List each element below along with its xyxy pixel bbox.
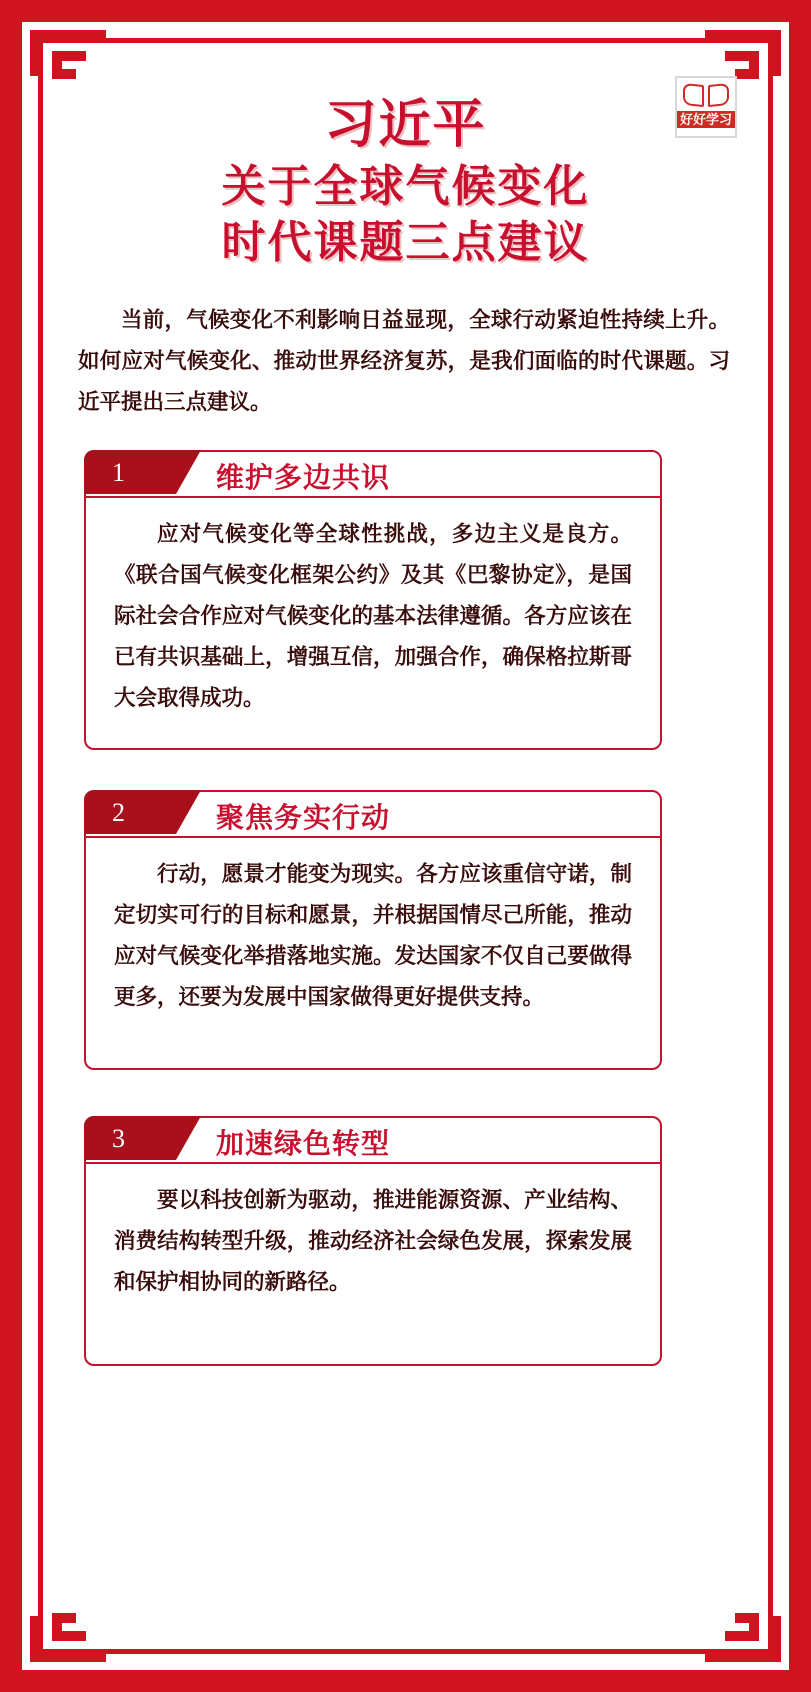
page-title [0,92,811,271]
card-3-body: 要以科技创新为驱动，推进能源资源、产业结构、消费结构转型升级，推动经济社会绿色发展，探索发展和保护相协同的新路径。 [114,1188,632,1294]
title-line-3: 时代课题三点建议 [221,217,590,267]
card-1-number: 1 [112,458,125,487]
card-2-ribbon [84,790,176,834]
card-3-title: 加速绿色转型 [216,1128,391,1159]
corner-ornament-top-left [30,30,106,92]
card-1-divider [86,496,660,498]
card-2-number: 2 [112,798,125,827]
corner-ornament-bottom-left [30,1600,106,1662]
corner-ornament-bottom-right [705,1600,781,1662]
card-2-divider [86,836,660,838]
logo-label: 好好学习 [677,111,735,128]
card-3-divider [86,1162,660,1164]
card-1-title: 维护多边共识 [216,462,391,493]
card-3-number: 3 [112,1124,125,1153]
point-card-2 [84,790,662,1070]
card-1-body: 应对气候变化等全球性挑战，多边主义是良方。《联合国气候变化框架公约》及其《巴黎协定》，是国际社会合作应对气候变化的基本法律遵循。各方应该在已有共识基础上，增强互信，加强合作，确保格拉斯哥大会取得成功。 [114,522,632,710]
point-card-3 [84,1116,662,1366]
point-card-1 [84,450,662,750]
card-2-title: 聚焦务实行动 [216,802,391,833]
card-3-ribbon [84,1116,176,1160]
title-line-2: 关于全球气候变化 [221,161,590,211]
card-1-ribbon [84,450,176,494]
title-line-1: 习近平 [324,96,487,154]
card-2-body: 行动，愿景才能变为现实。各方应该重信守诺，制定切实可行的目标和愿景，并根据国情尽己所能，推动应对气候变化举措落地实施。发达国家不仅自己要做得更多，还要为发展中国家做得更好提供支持。 [114,862,632,1009]
intro-paragraph: 当前，气候变化不利影响日益显现，全球行动紧迫性持续上升。如何应对气候变化、推动世界经济复苏，是我们面临的时代课题。习近平提出三点建议。 [78,308,730,414]
